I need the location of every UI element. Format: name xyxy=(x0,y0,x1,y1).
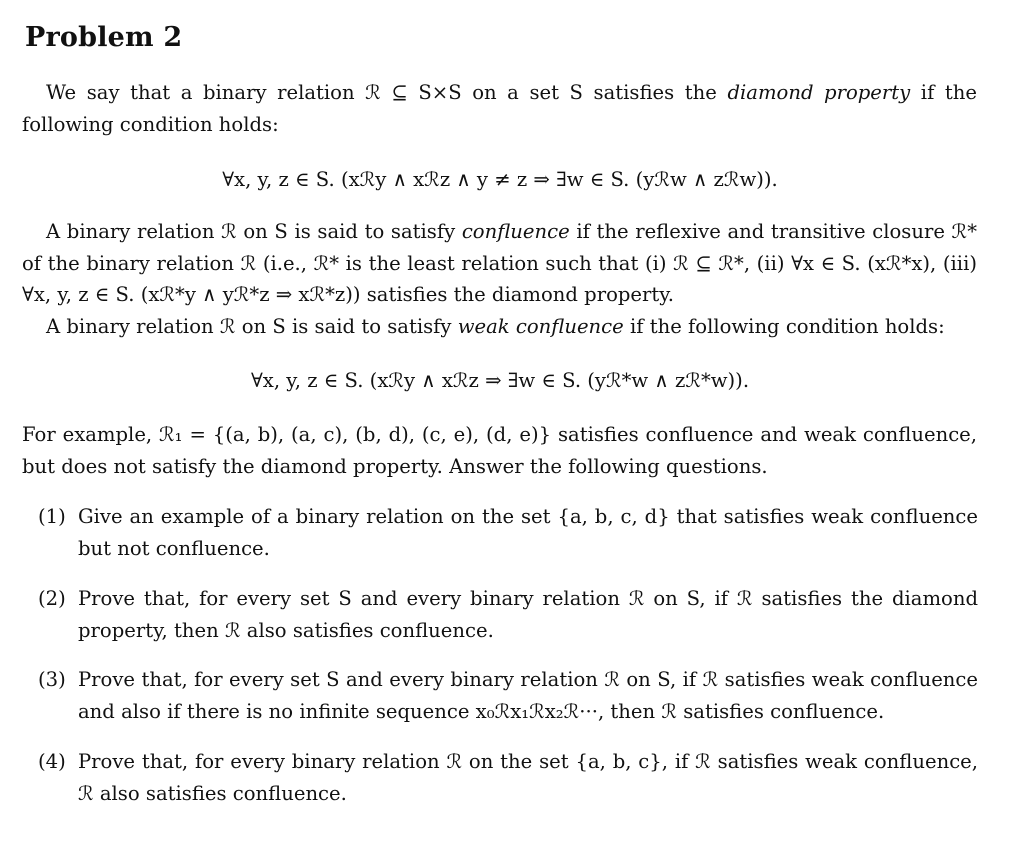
question-text: Prove that, for every binary relation ℛ on the set {a, b, c}, if ℛ satisfies weak confluence, ℛ also satisfies confluence. xyxy=(78,750,978,805)
term-confluence: confluence xyxy=(461,220,570,243)
text-segment: if the following condition holds: xyxy=(22,81,977,136)
term-weak-confluence: weak confluence xyxy=(457,315,624,338)
confluence-definition xyxy=(22,216,977,311)
question-number: (2) xyxy=(38,587,66,610)
diamond-property-definition xyxy=(22,77,977,140)
weak-confluence-formula: ∀x, y, z ∈ S. (xℛy ∧ xℛz ⇒ ∃w ∈ S. (yℛ*w ∧ zℛ*w)). xyxy=(250,369,750,392)
question-text: Give an example of a binary relation on the set {a, b, c, d} that satisfies weak confluence but not confluence. xyxy=(78,505,978,560)
text-segment: We say that a binary relation ℛ ⊆ S×S on a set S satisfies the xyxy=(46,81,728,104)
problem-title: Problem 2 xyxy=(25,22,183,53)
question-text: Prove that, for every set S and every binary relation ℛ on S, if ℛ satisfies weak confluence and also if there is no infinite sequence x₀ℛx₁ℛx₂ℛ···, then ℛ satisfies confluence. xyxy=(78,668,978,723)
example-paragraph: For example, ℛ₁ = {(a, b), (a, c), (b, d), (c, e), (d, e)} satisfies confluence and weak confluence, but does not satisfy the diamond property. Answer the following questions. xyxy=(22,423,977,478)
term-diamond-property: diamond property xyxy=(727,81,911,104)
text-segment: if the following condition holds: xyxy=(623,315,945,338)
question-4 xyxy=(38,746,978,809)
weak-confluence-definition xyxy=(22,311,977,343)
question-text: Prove that, for every set S and every binary relation ℛ on S, if ℛ satisfies the diamond property, then ℛ also satisfies confluence. xyxy=(78,587,978,642)
text-segment: A binary relation ℛ on S is said to satisfy xyxy=(46,315,458,338)
diamond-property-formula: ∀x, y, z ∈ S. (xℛy ∧ xℛz ∧ y ≠ z ⇒ ∃w ∈ S. (yℛw ∧ zℛw)). xyxy=(222,168,778,191)
text-segment: if the reflexive and transitive closure ℛ* of the binary relation ℛ (i.e., ℛ* is the least relation such that (i) ℛ ⊆ ℛ*, (ii) ∀x ∈ S. (xℛ*x), (iii) ∀x, y, z ∈ S. (xℛ*y ∧ yℛ*z ⇒ xℛ*z)) satisfies the diamond property. xyxy=(22,220,977,306)
question-number: (4) xyxy=(38,750,66,773)
text-segment: A binary relation ℛ on S is said to satisfy xyxy=(46,220,462,243)
question-2 xyxy=(38,583,978,646)
question-1 xyxy=(38,501,978,564)
question-3 xyxy=(38,664,978,727)
question-number: (3) xyxy=(38,668,66,691)
question-number: (1) xyxy=(38,505,66,528)
